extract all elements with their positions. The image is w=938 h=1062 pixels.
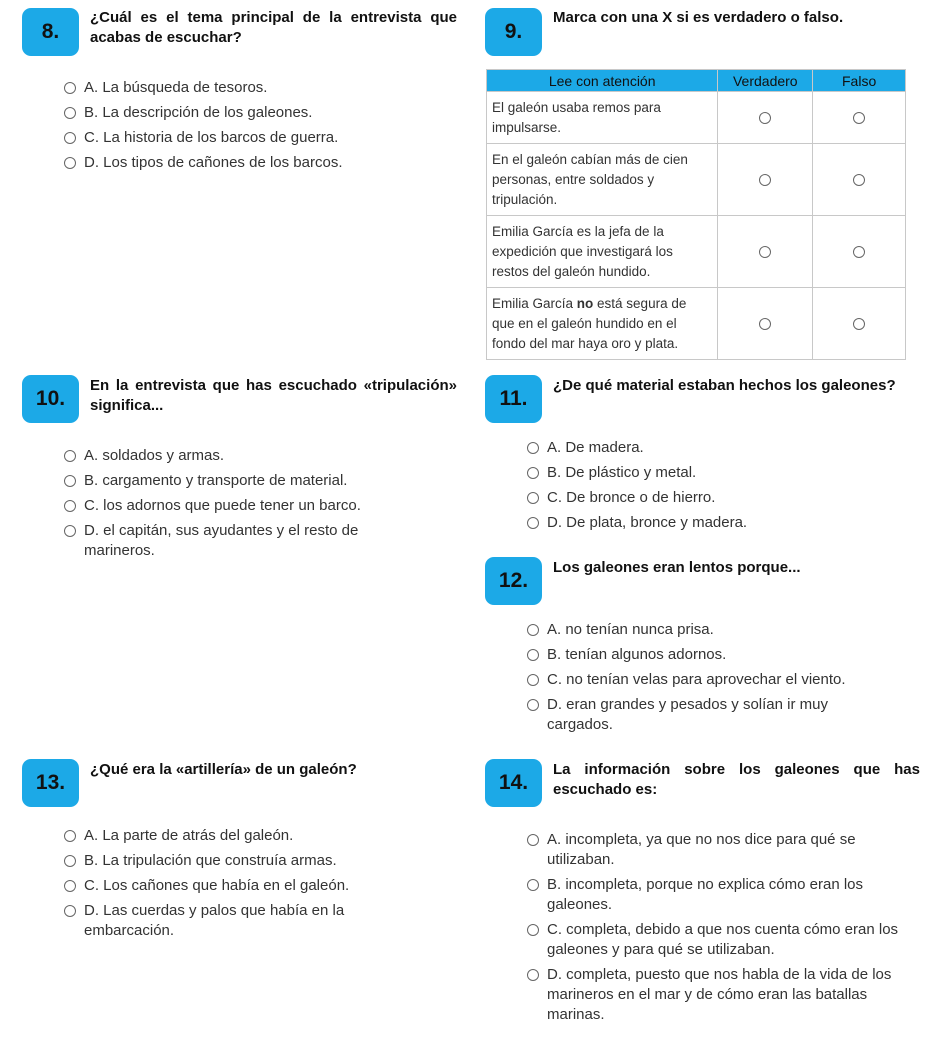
- option-label: C. De bronce o de hierro.: [547, 489, 716, 506]
- radio-icon[interactable]: [853, 112, 865, 124]
- option-label: D. De plata, bronce y madera.: [547, 514, 748, 531]
- option-a[interactable]: [527, 830, 919, 870]
- options-list: [527, 438, 907, 538]
- radio-icon[interactable]: [527, 517, 539, 529]
- radio-icon[interactable]: [527, 924, 539, 936]
- option-c[interactable]: [527, 670, 887, 690]
- option-label: B. incompleta, porque no explica cómo eran los galeones.: [547, 876, 864, 913]
- statement-cell: [487, 144, 718, 216]
- true-cell[interactable]: [718, 92, 813, 144]
- option-label: B. La tripulación que construía armas.: [84, 852, 337, 869]
- radio-icon[interactable]: [759, 112, 771, 124]
- option-d[interactable]: [527, 513, 907, 533]
- option-a[interactable]: [527, 620, 887, 640]
- statement-cell: [487, 288, 718, 360]
- question-title: En la entrevista que has escuchado «tripulación» significa...: [90, 377, 457, 414]
- false-cell[interactable]: [813, 216, 906, 288]
- question-title: ¿Cuál es el tema principal de la entrevista que acabas de escuchar?: [90, 9, 457, 46]
- option-label: C. los adornos que puede tener un barco.: [84, 497, 361, 514]
- radio-icon[interactable]: [527, 467, 539, 479]
- column-header-false: Falso: [813, 70, 906, 92]
- radio-icon[interactable]: [527, 879, 539, 891]
- question-title: Marca con una X si es verdadero o falso.: [553, 9, 844, 26]
- option-c[interactable]: [527, 920, 919, 960]
- radio-icon[interactable]: [527, 969, 539, 981]
- question-number-badge: 12.: [485, 557, 542, 605]
- statement-emphasis: no: [576, 295, 594, 311]
- statement-text: El galeón usaba remos para impulsarse.: [492, 99, 661, 135]
- false-cell[interactable]: [813, 92, 906, 144]
- column-header-true: Verdadero: [718, 70, 813, 92]
- false-cell[interactable]: [813, 288, 906, 360]
- option-label: D. completa, puesto que nos habla de la vida de los marineros en el mar y de cómo eran las batallas marinas.: [547, 966, 892, 1023]
- statement-cell: [487, 216, 718, 288]
- statement-text: está segura de que en el galeón hundido en el fondo del mar haya oro y plata.: [492, 295, 687, 351]
- option-a[interactable]: [64, 446, 404, 466]
- options-list: [527, 620, 887, 740]
- option-label: C. completa, debido a que nos cuenta cómo eran los galeones y para qué se utilizaban.: [547, 921, 899, 958]
- radio-icon[interactable]: [527, 624, 539, 636]
- option-b[interactable]: [527, 645, 887, 665]
- statement-cell: [487, 92, 718, 144]
- radio-icon[interactable]: [527, 674, 539, 686]
- radio-icon[interactable]: [64, 855, 76, 867]
- question-number-badge: 11.: [485, 375, 542, 423]
- option-d[interactable]: [64, 521, 404, 561]
- table-row: [487, 92, 906, 144]
- option-b[interactable]: [527, 463, 907, 483]
- option-c[interactable]: [527, 488, 907, 508]
- radio-icon[interactable]: [64, 82, 76, 94]
- option-label: D. Los tipos de cañones de los barcos.: [84, 154, 343, 171]
- statement-text: En el galeón cabían más de cien personas, entre soldados y tripulación.: [492, 151, 688, 207]
- radio-icon[interactable]: [759, 174, 771, 186]
- table-row: [487, 216, 906, 288]
- radio-icon[interactable]: [527, 442, 539, 454]
- radio-icon[interactable]: [64, 500, 76, 512]
- radio-icon[interactable]: [64, 830, 76, 842]
- option-c[interactable]: [64, 496, 404, 516]
- option-d[interactable]: [527, 695, 887, 735]
- option-d[interactable]: [64, 901, 384, 941]
- question-title: ¿Qué era la «artillería» de un galeón?: [90, 761, 357, 778]
- radio-icon[interactable]: [527, 492, 539, 504]
- radio-icon[interactable]: [853, 318, 865, 330]
- option-c[interactable]: [64, 876, 384, 896]
- radio-icon[interactable]: [527, 699, 539, 711]
- radio-icon[interactable]: [64, 475, 76, 487]
- radio-icon[interactable]: [527, 649, 539, 661]
- option-d[interactable]: [527, 965, 919, 1025]
- option-b[interactable]: [64, 471, 404, 491]
- statement-text: Emilia García es la jefa de la expedición que investigará los restos del galeón hundido.: [492, 223, 673, 279]
- option-a[interactable]: [527, 438, 907, 458]
- question-number-badge: 10.: [22, 375, 79, 423]
- option-label: A. no tenían nunca prisa.: [547, 621, 714, 638]
- options-list: [527, 830, 919, 1030]
- option-label: D. eran grandes y pesados y solían ir muy cargados.: [547, 696, 828, 733]
- option-label: B. cargamento y transporte de material.: [84, 472, 348, 489]
- option-label: A. soldados y armas.: [84, 447, 225, 464]
- radio-icon[interactable]: [64, 525, 76, 537]
- option-a[interactable]: [64, 826, 384, 846]
- option-label: C. no tenían velas para aprovechar el viento.: [547, 671, 846, 688]
- radio-icon[interactable]: [759, 318, 771, 330]
- question-number-badge: 14.: [485, 759, 542, 807]
- options-list: [64, 826, 384, 946]
- option-label: B. tenían algunos adornos.: [547, 646, 727, 663]
- radio-icon[interactable]: [64, 450, 76, 462]
- radio-icon[interactable]: [759, 246, 771, 258]
- option-label: A. De madera.: [547, 439, 644, 456]
- question-title: ¿De qué material estaban hechos los galeones?: [553, 377, 896, 394]
- option-label: A. incompleta, ya que no nos dice para qué se utilizaban.: [547, 831, 856, 868]
- option-b[interactable]: [64, 851, 384, 871]
- true-cell[interactable]: [718, 144, 813, 216]
- option-c[interactable]: [64, 128, 444, 148]
- option-d[interactable]: [64, 153, 444, 173]
- table-row: [487, 288, 906, 360]
- radio-icon[interactable]: [853, 246, 865, 258]
- option-b[interactable]: [64, 103, 444, 123]
- option-b[interactable]: [527, 875, 919, 915]
- question-title: Los galeones eran lentos porque...: [553, 559, 801, 576]
- table-header-row: [487, 70, 906, 92]
- radio-icon[interactable]: [64, 880, 76, 892]
- option-label: D. Las cuerdas y palos que había en la embarcación.: [84, 902, 345, 939]
- question-number-badge: 9.: [485, 8, 542, 56]
- option-label: B. De plástico y metal.: [547, 464, 697, 481]
- radio-icon[interactable]: [853, 174, 865, 186]
- option-label: A. La parte de atrás del galeón.: [84, 827, 294, 844]
- true-cell[interactable]: [718, 288, 813, 360]
- options-list: [64, 446, 404, 566]
- radio-icon[interactable]: [527, 834, 539, 846]
- true-cell[interactable]: [718, 216, 813, 288]
- option-label: D. el capitán, sus ayudantes y el resto de marineros.: [84, 522, 359, 559]
- column-header-statement: Lee con atención: [487, 70, 718, 92]
- question-number-badge: 8.: [22, 8, 79, 56]
- radio-icon[interactable]: [64, 107, 76, 119]
- radio-icon[interactable]: [64, 905, 76, 917]
- option-a[interactable]: [64, 78, 444, 98]
- radio-icon[interactable]: [64, 132, 76, 144]
- options-list: [64, 78, 444, 178]
- option-label: C. Los cañones que había en el galeón.: [84, 877, 350, 894]
- question-number-badge: 13.: [22, 759, 79, 807]
- true-false-table: [486, 69, 906, 360]
- option-label: A. La búsqueda de tesoros.: [84, 79, 268, 96]
- question-title: La información sobre los galeones que has escuchado es:: [553, 761, 920, 798]
- statement-text: Emilia García: [492, 295, 577, 311]
- option-label: B. La descripción de los galeones.: [84, 104, 313, 121]
- option-label: C. La historia de los barcos de guerra.: [84, 129, 339, 146]
- radio-icon[interactable]: [64, 157, 76, 169]
- table-row: [487, 144, 906, 216]
- false-cell[interactable]: [813, 144, 906, 216]
